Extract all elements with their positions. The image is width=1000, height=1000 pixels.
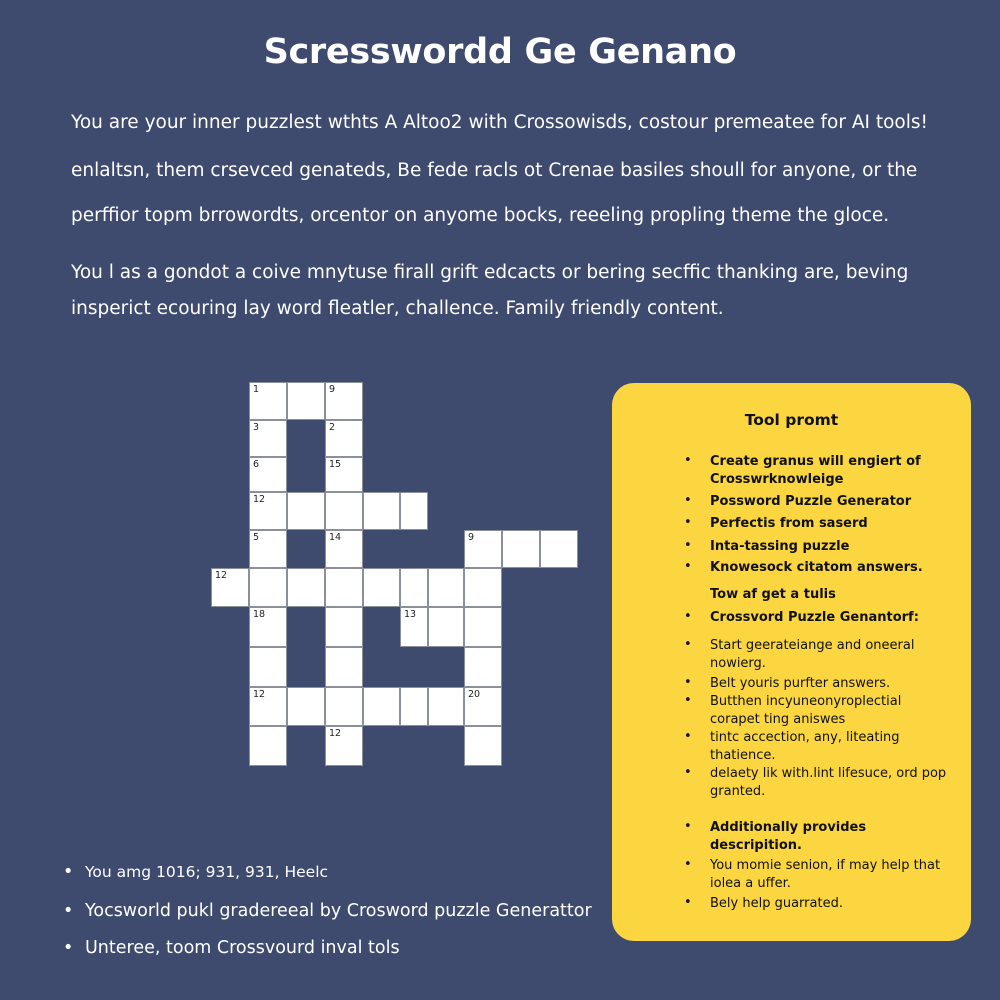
crossword-cell[interactable] (400, 607, 428, 647)
bullet-icon: • (684, 637, 692, 652)
crossword-cell[interactable] (428, 607, 464, 647)
panel-title: Tool promt (744, 411, 839, 429)
clue-number: 12 (215, 570, 228, 581)
crossword-cell[interactable] (325, 687, 363, 726)
crossword-cell[interactable] (400, 492, 428, 530)
clue-number: 12 (253, 689, 266, 700)
bullet-icon: • (63, 901, 74, 921)
bullet-icon: • (684, 895, 692, 910)
clue-number: 9 (329, 384, 336, 395)
crossword-cell[interactable] (249, 420, 287, 457)
bullet-icon: • (684, 538, 692, 553)
bullet-icon: • (63, 938, 74, 958)
crossword-cell[interactable] (363, 492, 400, 530)
crossword-cell[interactable] (464, 607, 502, 647)
panel-list-item: delaety lik with.lint lifesuce, ord pop granted. (710, 766, 947, 799)
crossword-cell[interactable] (287, 492, 325, 530)
crossword-cell[interactable] (249, 492, 287, 530)
crossword-cell[interactable] (325, 382, 363, 420)
crossword-cell[interactable] (249, 568, 287, 607)
footer-bullet (63, 938, 400, 958)
panel-list-item: Butthen incyuneonyroplectial corapet ting aniswes (710, 694, 902, 727)
crossword-cell[interactable] (540, 530, 578, 568)
crossword-cell[interactable] (249, 607, 287, 647)
clue-number: 6 (253, 459, 260, 470)
bullet-icon: • (684, 819, 692, 834)
crossword-cell[interactable] (464, 530, 502, 568)
panel-list-item: You momie senion, if may help that iolea a uffer. (710, 858, 941, 891)
crossword-cell[interactable] (325, 647, 363, 687)
bullet-icon: • (684, 515, 692, 530)
panel-list-item: Inta-tassing puzzle (710, 539, 850, 554)
panel-list-item: Create granus will engiert of Crosswrknowleige (710, 454, 921, 487)
panel-list-item: Belt youris purfter answers. (710, 676, 891, 691)
clue-number: 1 (253, 384, 260, 395)
crossword-cell[interactable] (400, 687, 428, 726)
crossword-cell[interactable] (502, 530, 540, 568)
crossword-cell[interactable] (249, 382, 287, 420)
clue-number: 18 (253, 609, 266, 620)
panel-list-item: tintc accection, any, liteating thatience. (710, 730, 900, 763)
panel-list-item: Bely help guarrated. (710, 896, 843, 911)
panel-list-item: Crossvord Puzzle Genantorf: (710, 610, 919, 625)
clue-number: 9 (468, 532, 475, 543)
intro-line: You are your inner puzzlest wthts A Altoo2 with Crossowisds, costour premeatee for AI tools! (71, 112, 928, 133)
intro-line: enlaltsn, them crsevced genateds, Be fede racls ot Crenae basiles shoull for anyone, or the (71, 160, 918, 181)
footer-bullet (63, 862, 328, 882)
bullet-icon: • (684, 675, 692, 690)
clue-number: 12 (253, 494, 266, 505)
crossword-cell[interactable] (400, 568, 428, 607)
crossword-cell[interactable] (287, 687, 325, 726)
bullet-icon: • (684, 493, 692, 508)
clue-number: 20 (468, 689, 481, 700)
panel-list-item: Possword Puzzle Generator (710, 494, 912, 509)
crossword-cell[interactable] (464, 687, 502, 726)
crossword-cell[interactable] (325, 420, 363, 457)
clue-number: 2 (329, 422, 336, 433)
bullet-icon: • (684, 729, 692, 744)
crossword-cell[interactable] (428, 568, 464, 607)
clue-number: 14 (329, 532, 342, 543)
clue-number: 13 (404, 609, 417, 620)
crossword-cell[interactable] (325, 607, 363, 647)
crossword-cell[interactable] (464, 568, 502, 607)
panel-list-item: Tow af get a tulis (710, 587, 836, 602)
crossword-cell[interactable] (464, 647, 502, 687)
bullet-icon: • (684, 693, 692, 708)
panel-list-item: Perfectis from saserd (710, 516, 868, 531)
clue-number: 15 (329, 459, 342, 470)
intro-line: perffior topm brrowordts, orcentor on anyome bocks, reeeling propling theme the gloce. (71, 205, 890, 226)
crossword-cell[interactable] (249, 647, 287, 687)
page-title: Scresswordd Ge Genano (263, 32, 737, 72)
bullet-icon: • (684, 609, 692, 624)
crossword-cell[interactable] (325, 568, 363, 607)
clue-number: 5 (253, 532, 260, 543)
crossword-cell[interactable] (428, 687, 464, 726)
crossword-cell[interactable] (287, 382, 325, 420)
footer-bullet (63, 901, 592, 921)
intro-line: You l as a gondot a coive mnytuse firall grift edcacts or bering secffic thanking are, beving (71, 262, 909, 283)
crossword-cell[interactable] (287, 568, 325, 607)
crossword-cell[interactable] (249, 530, 287, 568)
bullet-icon: • (63, 862, 74, 882)
footer-bullet-text: Yocsworld pukl gradereeal by Crosword puzzle Generattor (85, 901, 592, 921)
crossword-cell[interactable] (363, 687, 400, 726)
crossword-cell[interactable] (363, 568, 400, 607)
footer-bullet-text: You amg 1016; 931, 931, Heelc (85, 863, 329, 881)
bullet-icon: • (684, 453, 692, 468)
crossword-cell[interactable] (249, 687, 287, 726)
crossword-cell[interactable] (325, 492, 363, 530)
crossword-cell[interactable] (325, 726, 363, 766)
tool-prompt-panel (612, 383, 971, 941)
bullet-icon: • (684, 765, 692, 780)
panel-list-item: Start geerateiange and oneeral nowierg. (710, 638, 915, 671)
footer-bullet-text: Unteree, toom Crossvourd inval tols (85, 938, 400, 958)
crossword-cell[interactable] (211, 568, 249, 607)
crossword-cell[interactable] (464, 726, 502, 766)
panel-list-item: Additionally provides descripition. (710, 820, 867, 853)
crossword-cell[interactable] (325, 530, 363, 568)
crossword-cell[interactable] (325, 457, 363, 492)
intro-line: insperict ecouring lay word fleatler, challence. Family friendly content. (71, 298, 724, 319)
crossword-cell[interactable] (249, 457, 287, 492)
bullet-icon: • (684, 857, 692, 872)
bullet-icon: • (684, 559, 692, 574)
clue-number: 12 (329, 728, 342, 739)
crossword-cell[interactable] (249, 726, 287, 766)
clue-number: 3 (253, 422, 260, 433)
panel-list-item: Knowesock citatom answers. (710, 560, 923, 575)
